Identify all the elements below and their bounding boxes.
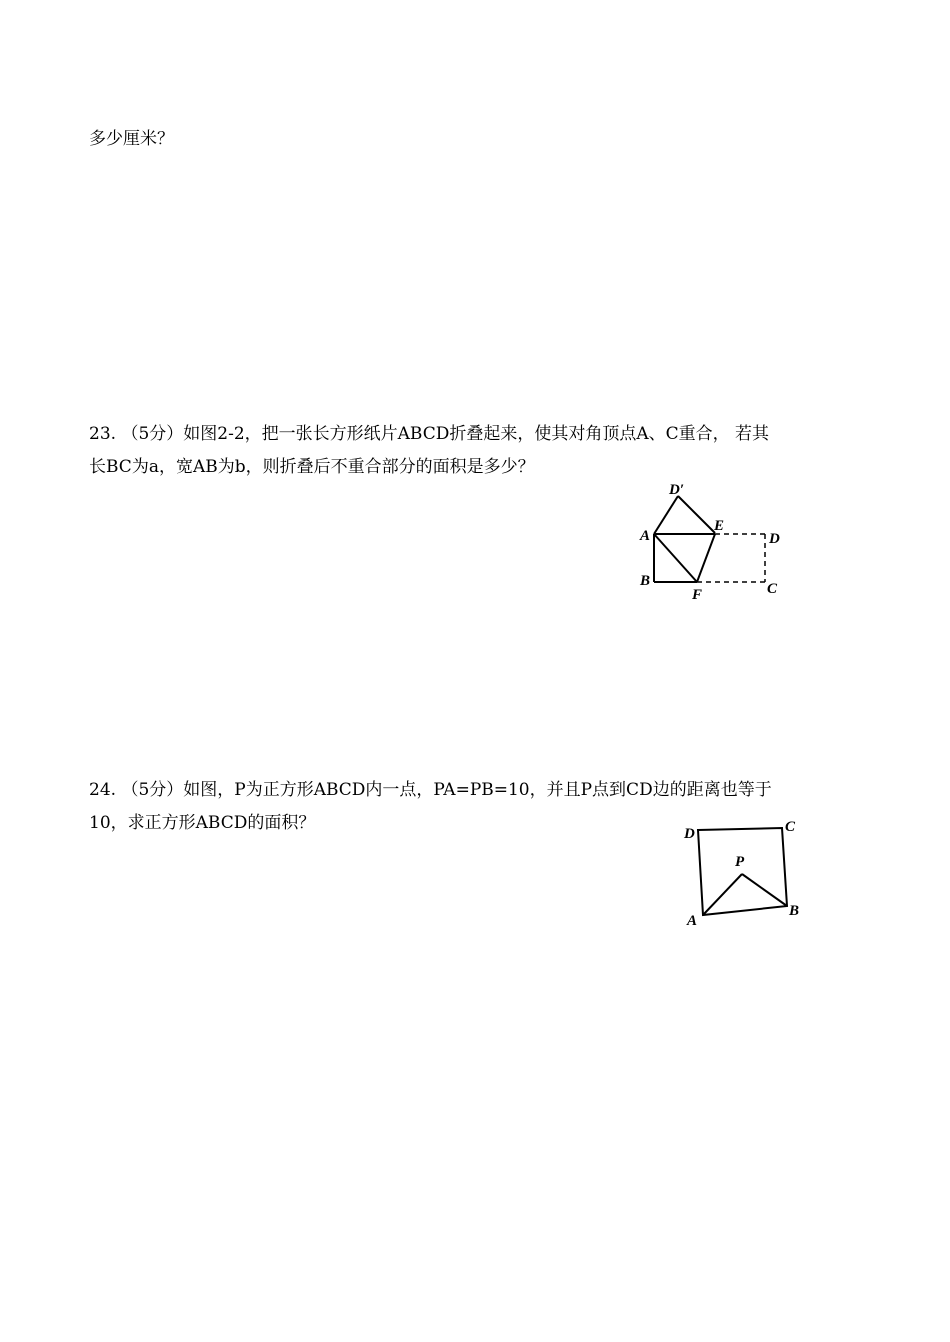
label-d: D <box>769 531 780 547</box>
label-b: B <box>640 573 651 589</box>
label-d: D <box>684 826 695 842</box>
figure-square-with-point <box>680 815 815 930</box>
label-a: A <box>640 528 651 544</box>
question-23-line-2: 长BC为a，宽AB为b，则折叠后不重合部分的面积是多少？ <box>89 457 535 477</box>
label-c: C <box>767 581 778 597</box>
question-24-line-1: 24. （5分）如图，P为正方形ABCD内一点，PA=PB=10，并且P点到CD边的距离也等于 <box>89 780 772 800</box>
label-d-prime: D′ <box>669 482 685 498</box>
label-c: C <box>785 819 796 835</box>
figure-folded-rectangle <box>635 478 795 603</box>
label-e: E <box>714 518 725 534</box>
label-a: A <box>687 913 698 929</box>
label-f: F <box>692 587 703 603</box>
label-p: P <box>735 854 745 870</box>
question-24-line-2: 10，求正方形ABCD的面积？ <box>89 813 316 833</box>
continuation-text: 多少厘米？ <box>89 129 174 149</box>
label-b: B <box>789 903 800 919</box>
question-23-line-1: 23. （5分）如图2-2，把一张长方形纸片ABCD折叠起来，使其对角顶点A、C重合， 若其 <box>89 424 770 444</box>
